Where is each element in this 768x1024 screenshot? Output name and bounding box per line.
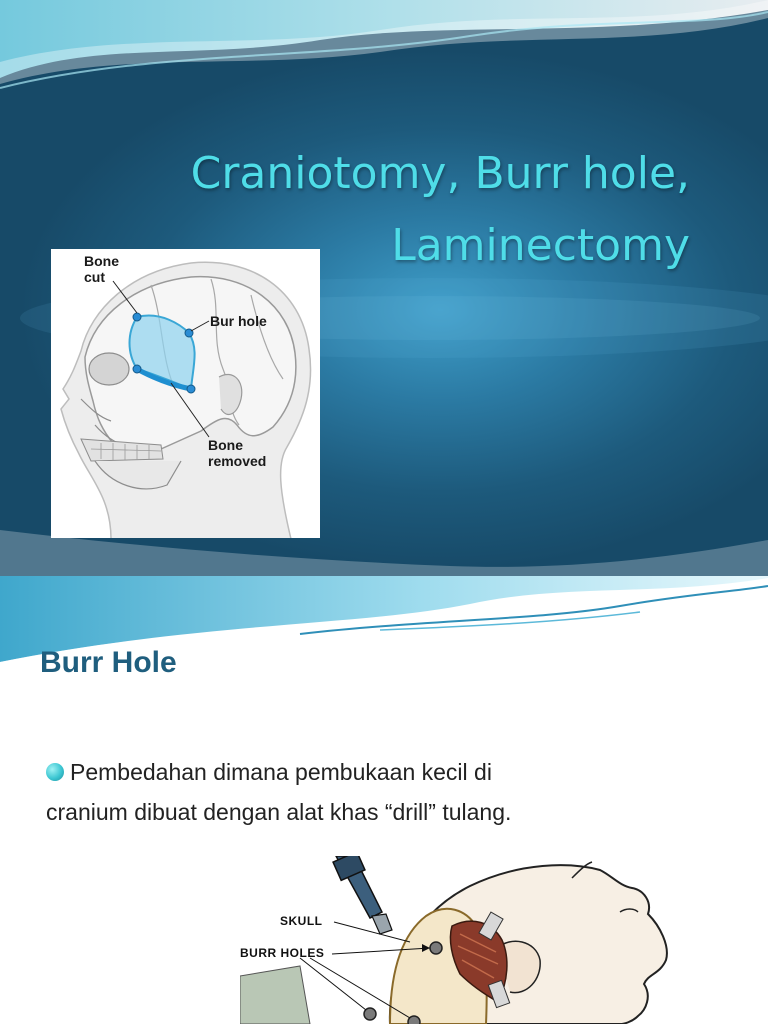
bullet-dot-icon: [46, 763, 64, 781]
label-bur-hole: Bur hole: [210, 313, 267, 329]
label-burr-holes: BURR HOLES: [240, 946, 325, 960]
bullet-item: [46, 752, 736, 832]
slide-heading: Burr Hole: [40, 646, 177, 679]
bullet-line1: Pembedahan dimana pembukaan kecil di: [46, 752, 736, 792]
bullet-line2: cranium dibuat dengan alat khas “drill” tulang.: [46, 799, 512, 825]
label-bone-removed: Bone removed: [208, 437, 267, 469]
slide-burr-hole: [0, 576, 768, 1024]
skull-diagram: [51, 249, 320, 538]
label-skull: SKULL: [280, 914, 323, 928]
skull-illustration: [51, 249, 320, 538]
drill-illustration: [240, 856, 674, 1024]
slide-title-line1: Craniotomy, Burr hole,: [190, 148, 690, 199]
label-bone-cut: Bone cut: [84, 253, 119, 285]
slide-title-line2: Laminectomy: [391, 220, 690, 271]
burr-hole-diagram: [240, 856, 674, 1024]
